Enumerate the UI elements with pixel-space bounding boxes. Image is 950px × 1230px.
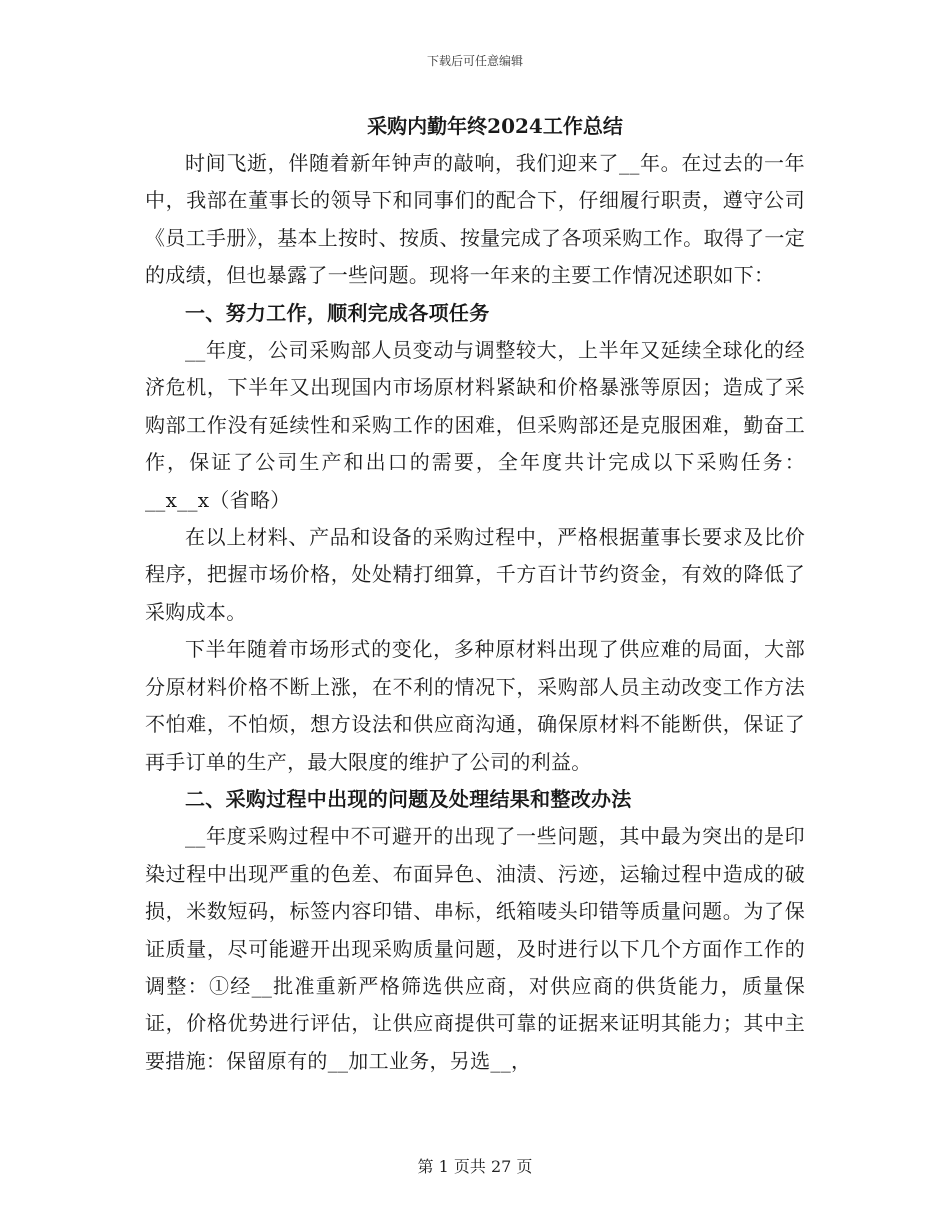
- paragraph-section1-costs: 在以上材料、产品和设备的采购过程中，严格根据董事长要求及比价程序，把握市场价格，处处精打细算，千方百计节约资金，有效的降低了采购成本。: [145, 525, 805, 624]
- section-heading-2: 二、采购过程中出现的问题及处理结果和整改办法: [185, 786, 632, 811]
- page-footer: 第 1 页共 27 页: [417, 1157, 533, 1176]
- section-heading-1: 一、努力工作，顺利完成各项任务: [185, 300, 490, 325]
- paragraph-section1-market: 下半年随着市场形式的变化，多种原材料出现了供应难的局面，大部分原材料价格不断上涨，在不利的情况下，采购部人员主动改变工作方法不怕难，不怕烦，想方设法和供应商沟通，确保原材料不能断供，保证了再手订单的生产，最大限度的维护了公司的利益。: [145, 637, 805, 774]
- paragraph-section2-problems: __年度采购过程中不可避开的出现了一些问题，其中最为突出的是印染过程中出现严重的色差、布面异色、油渍、污迹，运输过程中造成的破损，米数短码，标签内容印错、串标，纸箱唛头印错等质量问题。为了保证质量，尽可能避开出现采购质量问题，及时进行以下几个方面作工作的调整：①经__批准重新严格筛选供应商，对供应商的供货能力，质量保证，价格优势进行评估，让供应商提供可靠的证据来证明其能力；其中主要措施：保留原有的__加工业务，另选__，: [145, 824, 805, 1073]
- document-title: 采购内勤年终2024工作总结: [367, 114, 623, 138]
- document-body: [145, 108, 805, 1080]
- header-note: 下载后可任意编辑: [426, 54, 523, 68]
- paragraph-intro: 时间飞逝，伴随着新年钟声的敲响，我们迎来了__年。在过去的一年中，我部在董事长的领导下和同事们的配合下，仔细履行职责，遵守公司《员工手册》，基本上按时、按质、按量完成了各项采购工作。取得了一定的成绩，但也暴露了一些问题。现将一年来的主要工作情况述职如下：: [145, 151, 805, 288]
- paragraph-section1-tasks: __年度，公司采购部人员变动与调整较大，上半年又延续全球化的经济危机，下半年又出现国内市场原材料紧缺和价格暴涨等原因；造成了采购部工作没有延续性和采购工作的困难，但采购部还是克服困难，勤奋工作，保证了公司生产和出口的需要，全年度共计完成以下采购任务：__x__x（省略）: [145, 338, 805, 512]
